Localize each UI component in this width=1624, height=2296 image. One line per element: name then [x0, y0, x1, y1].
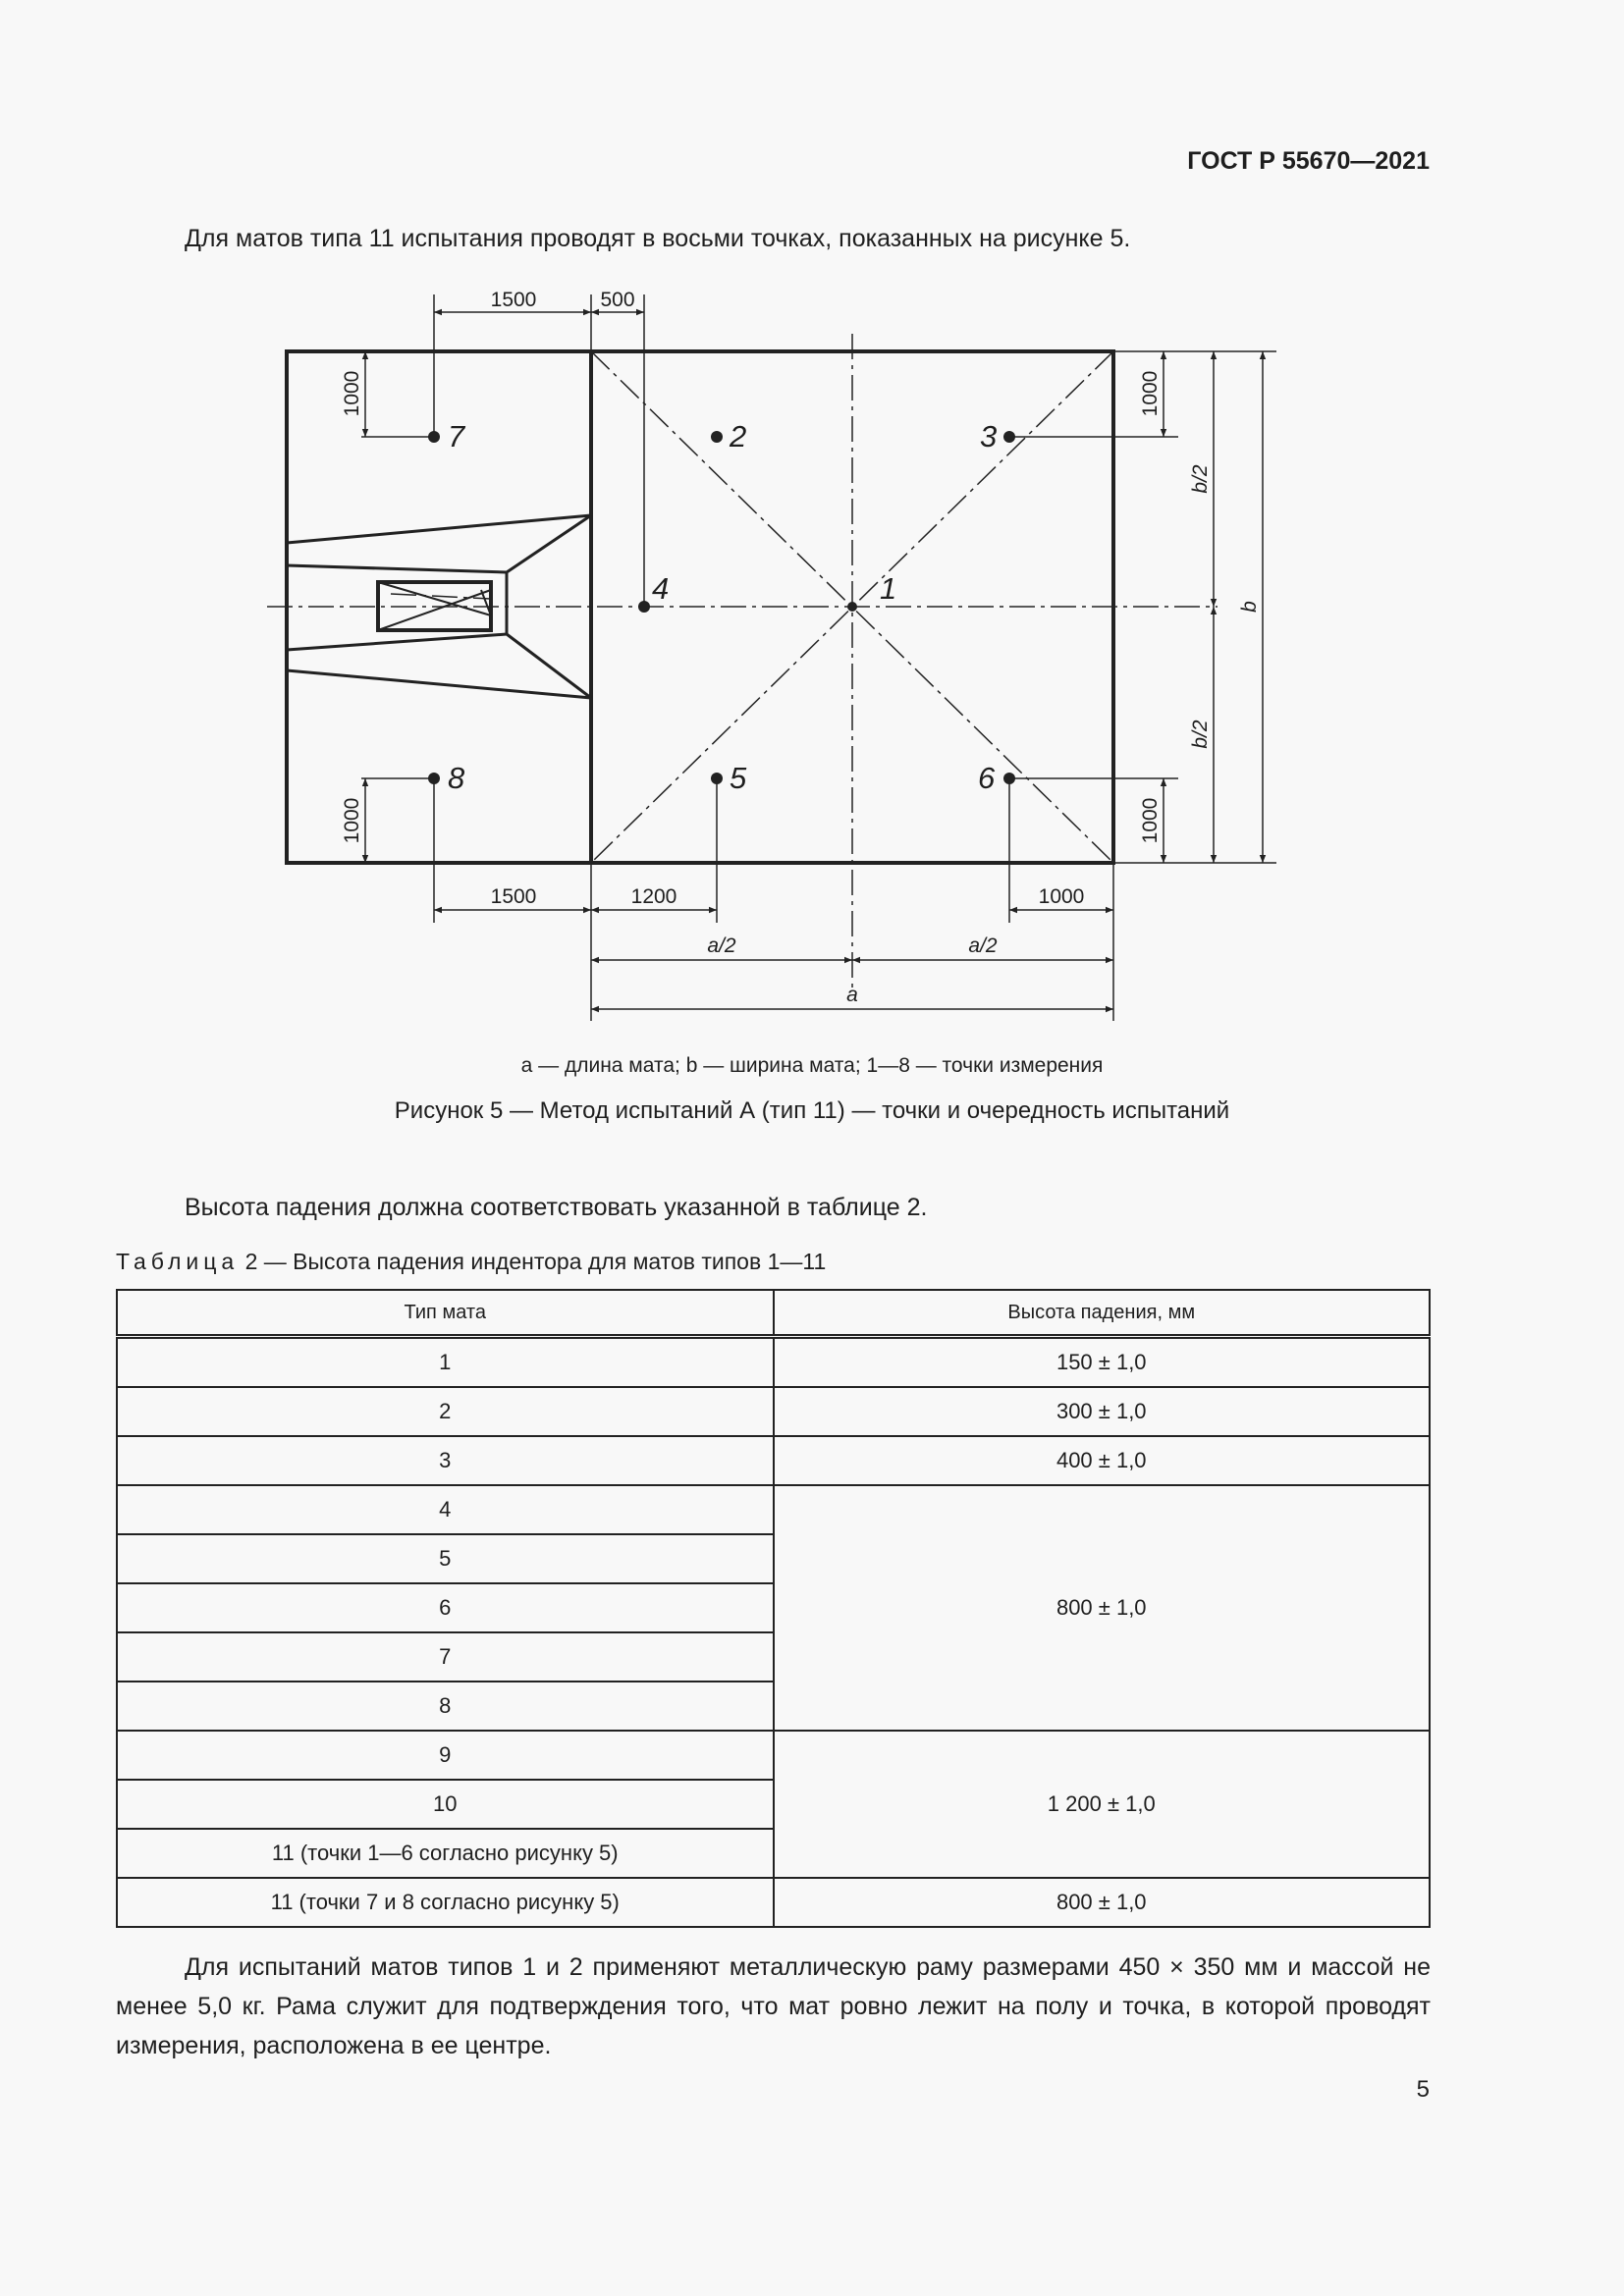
point-4-dot — [638, 601, 650, 613]
dim-right-1000-top: 1000 — [1139, 370, 1162, 417]
point-7-label: 7 — [448, 419, 465, 454]
dim-bottom-1000: 1000 — [1038, 885, 1085, 908]
point-5-dot — [711, 773, 723, 784]
point-1-label: 1 — [880, 571, 897, 606]
table-row — [117, 1878, 1430, 1927]
table-row — [117, 1436, 1430, 1485]
point-6-dot — [1003, 773, 1015, 784]
cell-type: 6 — [117, 1583, 774, 1632]
dim-a-half-right: a/2 — [968, 934, 998, 957]
intro-paragraph: Для матов типа 11 испытания проводят в восьми точках, показанных на рисунке 5. — [185, 225, 1131, 252]
figure-caption: Рисунок 5 — Метод испытаний А (тип 11) — точки и очередность испытаний — [394, 1097, 1230, 1124]
cell-type: 7 — [117, 1632, 774, 1682]
cell-height: 800 ± 1,0 — [774, 1485, 1431, 1731]
table-title-text: 2 — Высота падения индентора для матов типов 1—11 — [244, 1249, 827, 1274]
point-3-label: 3 — [980, 419, 998, 454]
point-5-label: 5 — [730, 761, 747, 795]
point-7-dot — [428, 431, 440, 443]
figure-legend: a — длина мата; b — ширина мата; 1—8 — точки измерения — [520, 1054, 1104, 1077]
document-header: ГОСТ Р 55670—2021 — [1187, 147, 1430, 175]
table-row — [117, 1387, 1430, 1436]
table-title — [116, 1249, 826, 1275]
dim-a: a — [846, 984, 858, 1006]
drop-height-table — [116, 1289, 1431, 1928]
cell-type: 8 — [117, 1682, 774, 1731]
table-row — [117, 1485, 1430, 1534]
dim-b-half-bottom: b/2 — [1189, 720, 1212, 749]
dim-b: b — [1238, 601, 1261, 613]
cell-type: 3 — [117, 1436, 774, 1485]
page-number: 5 — [1416, 2076, 1430, 2103]
cell-type: 11 (точки 1—6 согласно рисунку 5) — [117, 1829, 774, 1878]
cell-type: 2 — [117, 1387, 774, 1436]
cell-height: 800 ± 1,0 — [774, 1878, 1431, 1927]
point-3-dot — [1003, 431, 1015, 443]
paragraph-frame: Для испытаний матов типов 1 и 2 применяют металлическую раму размерами 450 × 350 мм и массой не менее 5,0 кг. Рама служит для подтверждения того, что мат ровно лежит на полу и точка, в которой проводят измерения, расположена в ее центре. — [116, 1953, 1431, 2059]
col-header-drop-height: Высота падения, мм — [774, 1290, 1431, 1337]
point-8-label: 8 — [448, 761, 465, 795]
dim-a-half-left: a/2 — [707, 934, 736, 957]
cell-type: 1 — [117, 1337, 774, 1388]
cell-height: 300 ± 1,0 — [774, 1387, 1431, 1436]
dim-bottom-1500: 1500 — [490, 885, 537, 908]
cell-height: 1 200 ± 1,0 — [774, 1731, 1431, 1878]
cell-type: 5 — [117, 1534, 774, 1583]
table-row — [117, 1337, 1430, 1388]
figure-5-diagram — [0, 0, 1624, 1041]
table-header-row — [117, 1290, 1430, 1337]
cell-type: 4 — [117, 1485, 774, 1534]
cell-type: 9 — [117, 1731, 774, 1780]
cell-height: 400 ± 1,0 — [774, 1436, 1431, 1485]
dim-right-1000-bottom: 1000 — [1139, 797, 1162, 844]
measurement-points — [428, 431, 1015, 784]
point-2-dot — [711, 431, 723, 443]
point-1-dot — [847, 602, 857, 612]
cell-type: 11 (точки 7 и 8 согласно рисунку 5) — [117, 1878, 774, 1927]
dim-left-1000-bottom: 1000 — [341, 797, 363, 844]
dim-top-1500: 1500 — [490, 289, 537, 311]
point-4-label: 4 — [652, 571, 670, 606]
cell-type: 10 — [117, 1780, 774, 1829]
cell-height: 150 ± 1,0 — [774, 1337, 1431, 1388]
dim-b-half-top: b/2 — [1189, 464, 1212, 494]
dim-bottom-1200: 1200 — [630, 885, 677, 908]
dim-left-1000-top: 1000 — [341, 370, 363, 417]
point-8-dot — [428, 773, 440, 784]
paragraph-drop-height: Высота падения должна соответствовать указанной в таблице 2. — [185, 1194, 928, 1221]
table-row — [117, 1731, 1430, 1780]
dim-top-500: 500 — [600, 289, 635, 311]
table-title-prefix: Таблица — [116, 1249, 240, 1274]
col-header-mat-type: Тип мата — [117, 1290, 774, 1337]
point-2-label: 2 — [730, 419, 747, 454]
point-6-label: 6 — [978, 761, 996, 795]
